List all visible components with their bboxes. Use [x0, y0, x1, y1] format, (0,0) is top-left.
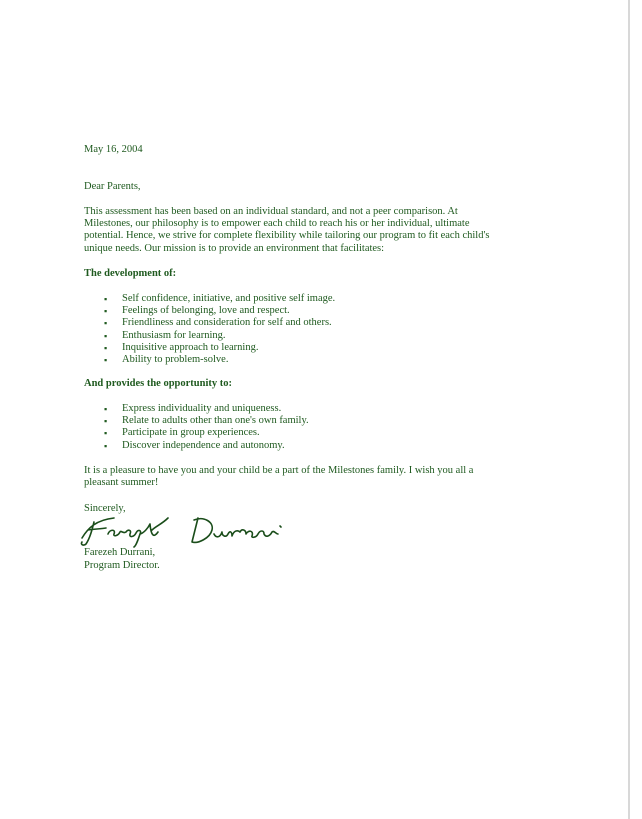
closing-line: It is a pleasure to have you and your child be a part of the Milestones family. I wish you all a: [84, 465, 474, 476]
closing-paragraph: [84, 465, 554, 489]
intro-paragraph: [84, 206, 554, 255]
list-item: ▪ Ability to problem-solve.: [104, 354, 335, 366]
signer-name: Farezeh Durrani,: [84, 547, 156, 558]
scan-edge-line: [628, 0, 630, 819]
handwritten-signature: [74, 508, 304, 548]
intro-line: unique needs. Our mission is to provide an environment that facilitates:: [84, 242, 385, 254]
opportunity-heading: And provides the opportunity to:: [84, 378, 232, 389]
intro-line: This assessment has been based on an individual standard, and not a peer comparison. At: [84, 206, 458, 217]
closing-line: pleasant summer!: [84, 477, 159, 489]
list-item: ▪ Participate in group experiences.: [104, 427, 309, 439]
list-item: ▪ Self confidence, initiative, and positive self image.: [104, 293, 335, 305]
intro-line: Milestones, our philosophy is to empower each child to reach his or her individual, ultimate: [84, 218, 470, 230]
signer-title: Program Director.: [84, 560, 160, 571]
list-item: ▪ Feelings of belonging, love and respect.: [104, 305, 335, 317]
list-item: ▪ Friendliness and consideration for self and others.: [104, 317, 335, 329]
development-heading: The development of:: [84, 268, 177, 279]
list-item: ▪ Discover independence and autonomy.: [104, 440, 309, 452]
list-item: ▪ Inquisitive approach to learning.: [104, 342, 335, 354]
list-item: ▪ Express individuality and uniqueness.: [104, 403, 309, 415]
intro-line: potential. Hence, we strive for complete flexibility while tailoring our program to fit each child's: [84, 230, 490, 242]
salutation: Dear Parents,: [84, 181, 141, 192]
development-list: [104, 293, 335, 366]
sign-off: Sincerely,: [84, 503, 126, 514]
opportunity-list: [104, 403, 309, 452]
list-item: ▪ Relate to adults other than one's own family.: [104, 415, 309, 427]
letter-date: May 16, 2004: [84, 144, 143, 155]
list-item: ▪ Enthusiasm for learning.: [104, 330, 335, 342]
